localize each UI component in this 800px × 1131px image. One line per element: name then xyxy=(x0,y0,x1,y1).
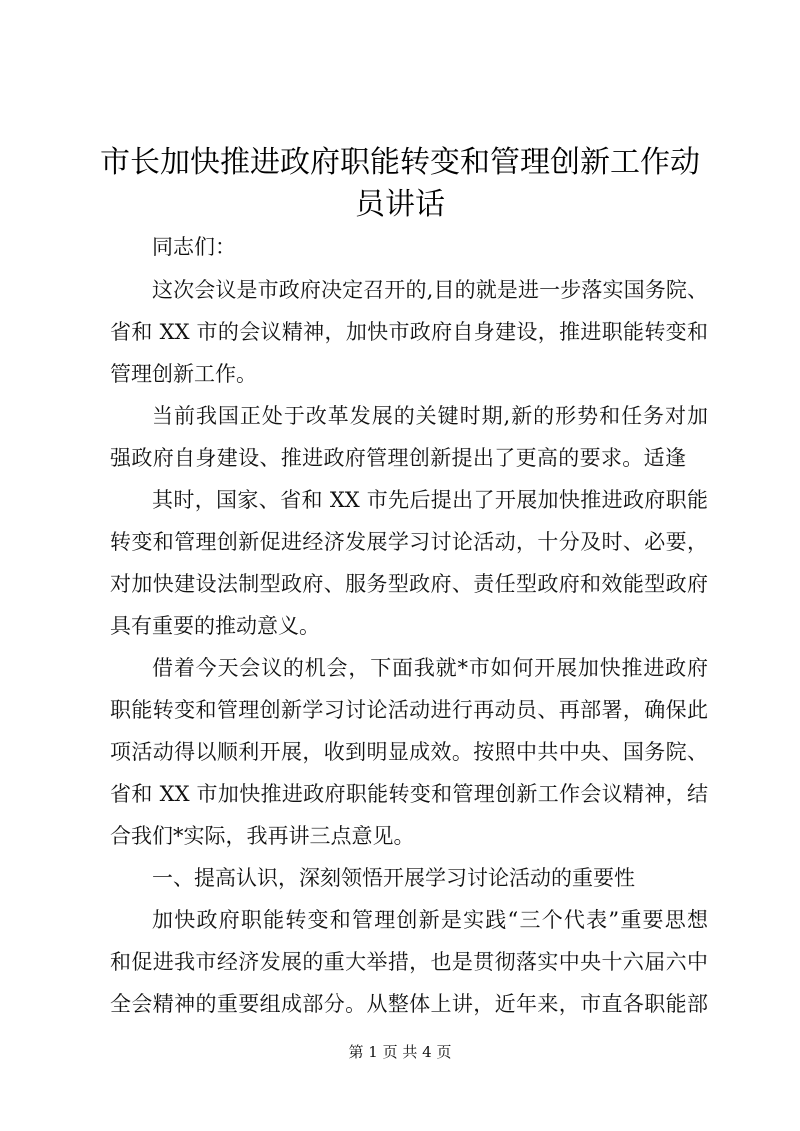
body-line: 合我们*实际，我再讲三点意见。 xyxy=(110,824,415,848)
section-heading: 一、提高认识，深刻领悟开展学习讨论活动的重要性 xyxy=(152,866,635,890)
body-line: 对加快建设法制型政府、服务型政府、责任型政府和效能型政府 xyxy=(110,572,708,596)
body-line: 其时，国家、省和 XX 市先后提出了开展加快推进政府职能 xyxy=(152,488,708,512)
body-line: 管理创新工作。 xyxy=(110,362,257,386)
body-line: 职能转变和管理创新学习讨论活动进行再动员、再部署，确保此 xyxy=(110,698,708,722)
body-line: 这次会议是市政府决定召开的,目的就是进一步落实国务院、 xyxy=(152,278,708,302)
body-line: 加快政府职能转变和管理创新是实践“三个代表”重要思想 xyxy=(152,908,708,932)
body-line: 省和 XX 市加快推进政府职能转变和管理创新工作会议精神，结 xyxy=(110,782,708,806)
salutation: 同志们： xyxy=(152,235,236,259)
document-title-line-2: 员讲话 xyxy=(355,187,445,222)
body-line: 和促进我市经济发展的重大举措，也是贯彻落实中央十六届六中 xyxy=(110,950,708,974)
body-line: 项活动得以顺利开展，收到明显成效。按照中共中央、国务院、 xyxy=(110,740,708,764)
body-line: 全会精神的重要组成部分。从整体上讲，近年来，市直各职能部 xyxy=(110,992,708,1016)
body-line: 当前我国正处于改革发展的关键时期,新的形势和任务对加 xyxy=(152,404,708,428)
body-line: 借着今天会议的机会，下面我就*市如何开展加快推进政府 xyxy=(152,656,708,680)
document-title-line-1: 市长加快推进政府职能转变和管理创新工作动 xyxy=(100,145,700,180)
body-line: 强政府自身建设、推进政府管理创新提出了更高的要求。适逢 xyxy=(110,446,686,470)
body-line: 具有重要的推动意义。 xyxy=(110,614,320,638)
body-line: 省和 XX 市的会议精神，加快市政府自身建设，推进职能转变和 xyxy=(110,320,708,344)
page-number-footer: 第 1 页 共 4 页 xyxy=(348,1043,452,1061)
body-line: 转变和管理创新促进经济发展学习讨论活动，十分及时、必要， xyxy=(110,530,708,554)
